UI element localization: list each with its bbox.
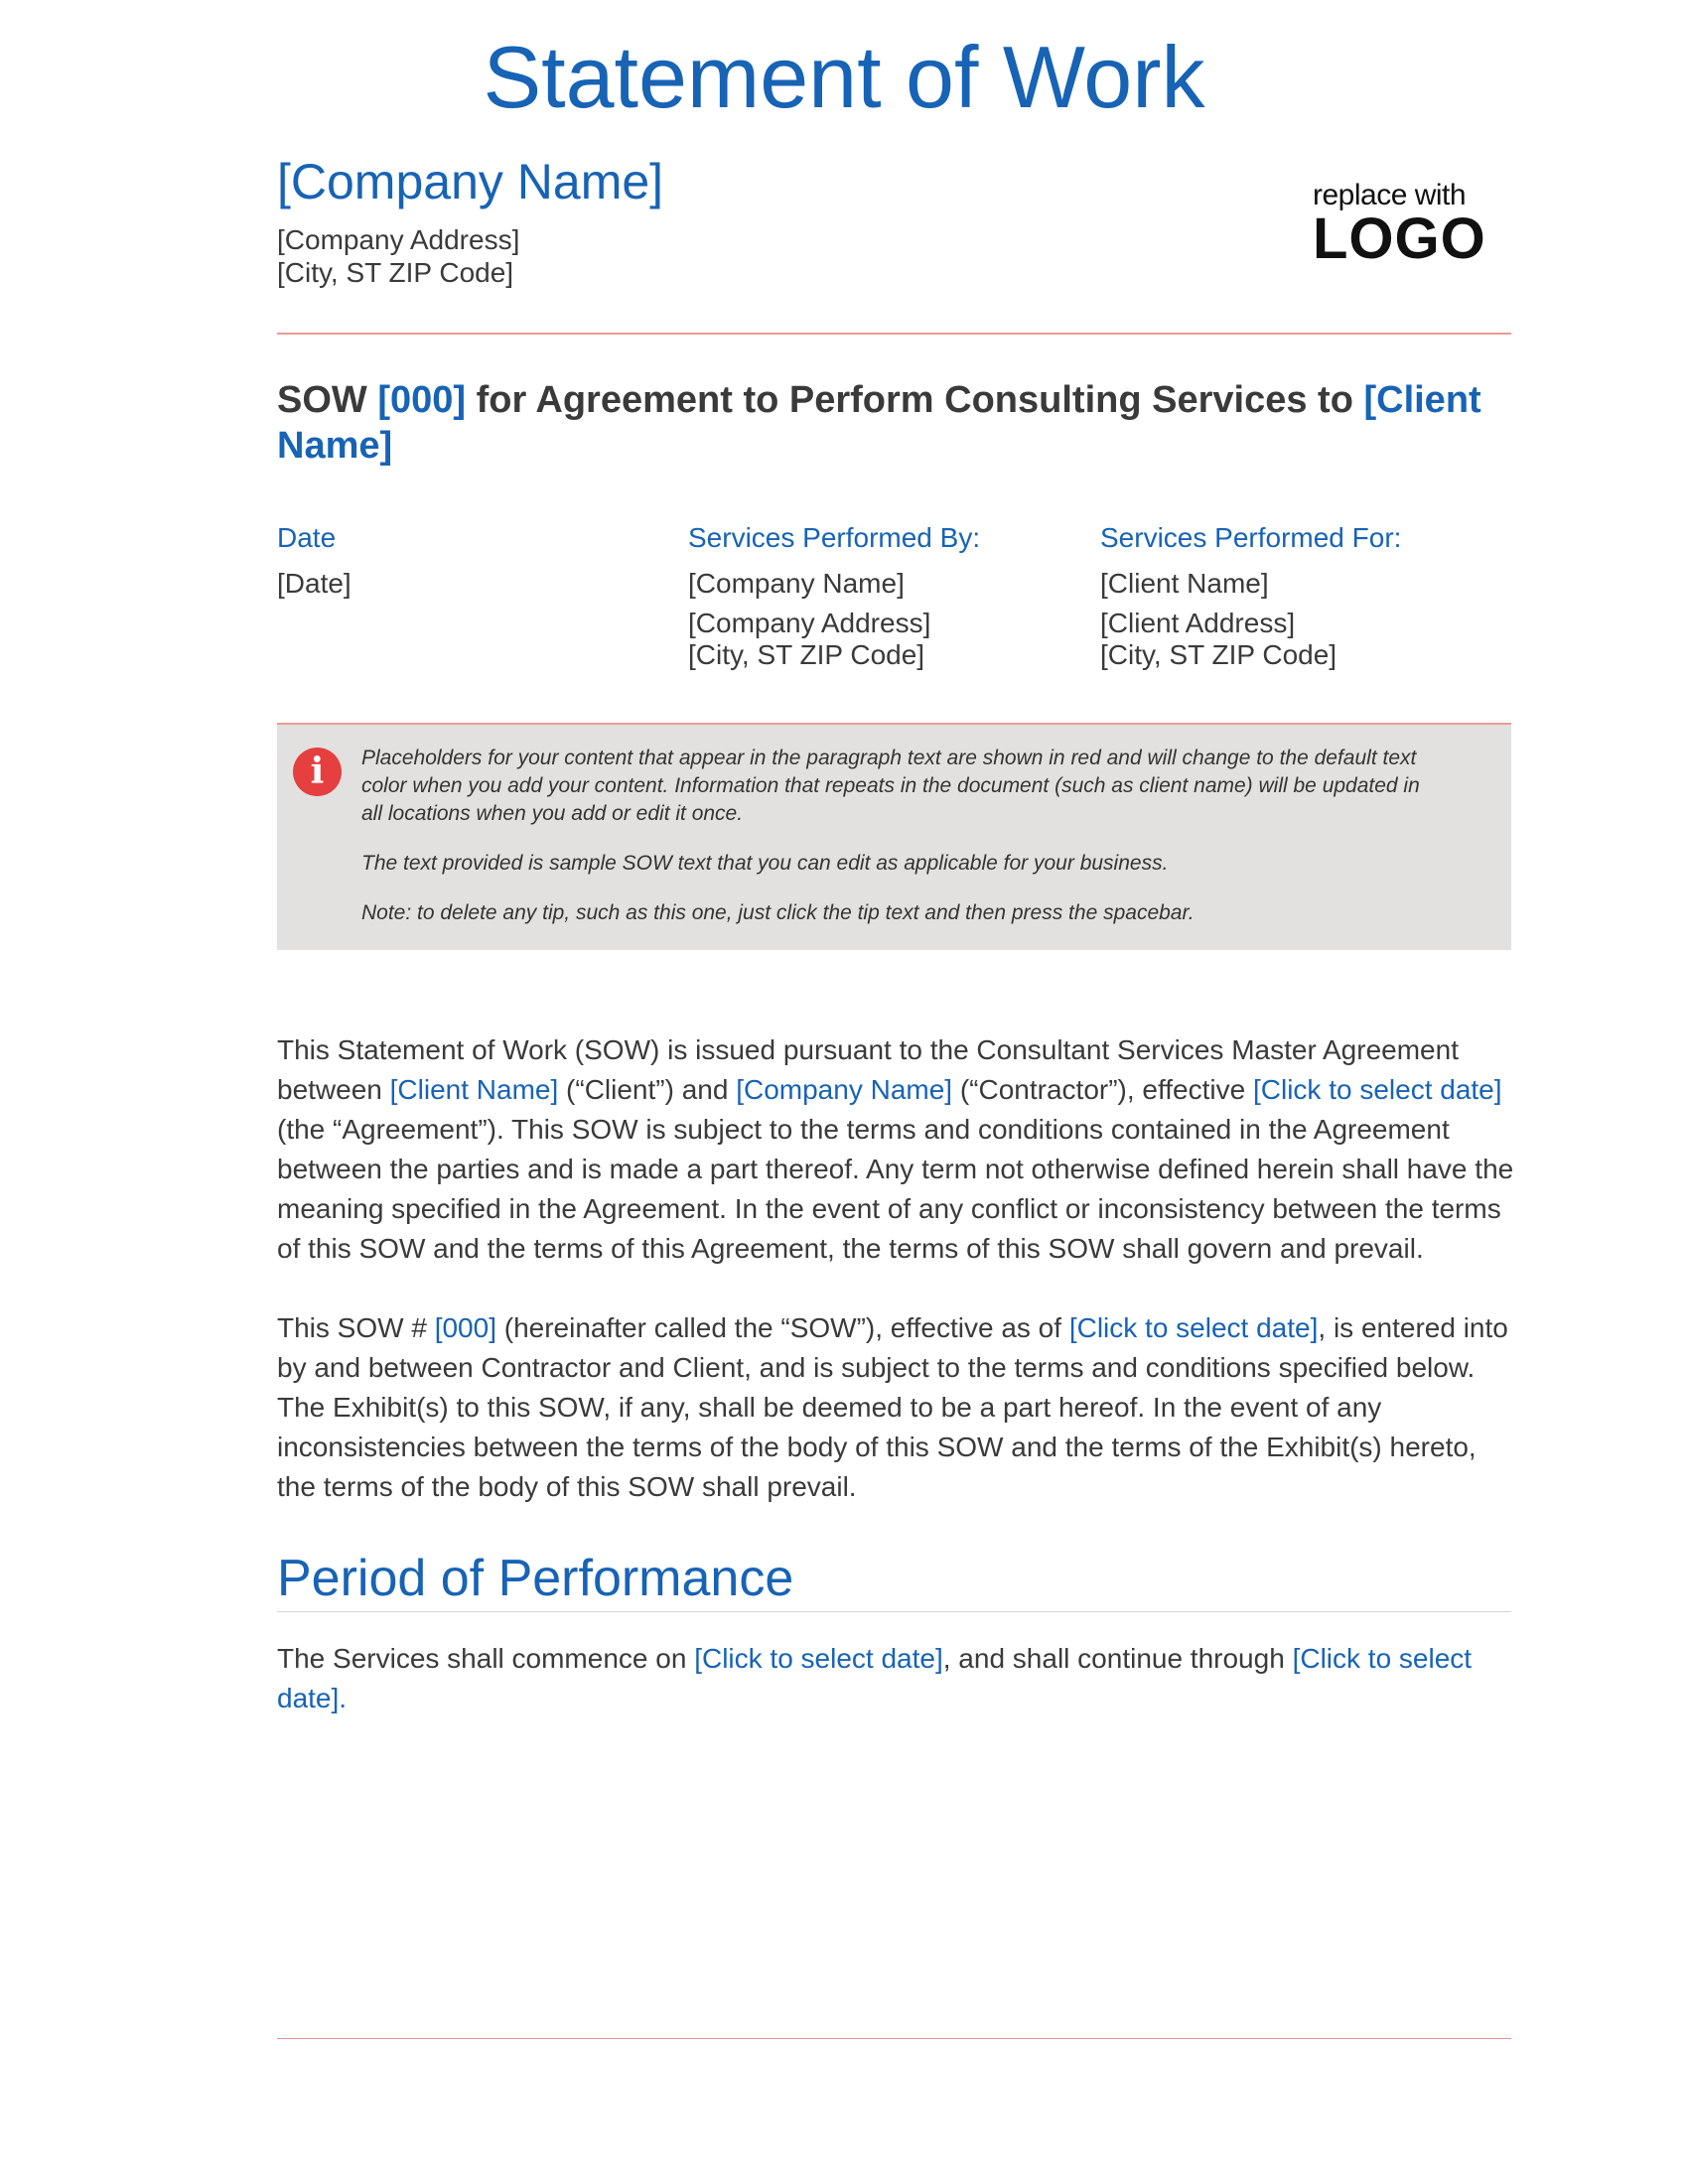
logo-text: LOGO bbox=[1313, 206, 1486, 271]
paragraph-text: This SOW # bbox=[277, 1312, 435, 1343]
performed-by-column bbox=[688, 521, 1085, 671]
paragraph-text: (hereinafter called the “SOW”), effective as of bbox=[495, 1312, 1069, 1343]
logo-caption: replace with bbox=[1313, 179, 1467, 211]
tip-paragraph: Note: to delete any tip, such as this one, just click the tip text and then press the spacebar. bbox=[361, 901, 1195, 924]
sow-heading-middle: for Agreement to Perform Consulting Services to bbox=[466, 379, 1364, 421]
paragraph-text: (“Client”) and bbox=[558, 1074, 737, 1105]
document-title: Statement of Work bbox=[483, 28, 1205, 126]
sow-paragraph bbox=[277, 1308, 1518, 1507]
performed-for-column bbox=[1100, 521, 1497, 671]
paragraph-text: (the “Agreement”). This SOW is subject to the terms and conditions contained in the Agreement between the parties and is made a part thereof. Any term not otherwise defined herein shall have the meaning specified in the Agreement. In the event of any conflict or inconsistency between the terms of this SOW and the terms of this Agreement, the terms of this SOW shall govern and prevail. bbox=[277, 1114, 1514, 1264]
sow-heading-prefix: SOW bbox=[277, 379, 378, 421]
performed-by-heading: Services Performed By: bbox=[688, 522, 981, 553]
paragraph-text: This Statement of Work (SOW) is issued pursuant to the Consultant Services Master Agreement between bbox=[277, 1034, 1459, 1105]
footer-divider bbox=[277, 2038, 1511, 2039]
company-name[interactable]: [Company Name] bbox=[277, 154, 664, 209]
company-address[interactable]: [Company Address] bbox=[277, 223, 520, 255]
info-icon: i bbox=[293, 748, 342, 796]
tip-text[interactable] bbox=[361, 745, 1444, 927]
date-field[interactable]: [Date] bbox=[277, 568, 352, 599]
performed-for-city-line[interactable]: [City, ST ZIP Code] bbox=[1100, 639, 1337, 670]
header-divider bbox=[277, 333, 1511, 335]
date-picker-field[interactable]: [Click to select date] bbox=[1252, 1074, 1502, 1105]
date-column bbox=[277, 521, 674, 600]
performed-for-heading: Services Performed For: bbox=[1100, 522, 1402, 553]
paragraph-text: , and shall continue through bbox=[942, 1643, 1293, 1674]
tip-box[interactable] bbox=[277, 723, 1511, 950]
sow-number-field[interactable]: [000] bbox=[377, 379, 467, 421]
performed-by-address[interactable]: [Company Address] bbox=[688, 608, 931, 638]
performed-for-address[interactable]: [Client Address] bbox=[1100, 608, 1296, 638]
period-of-performance-heading: Period of Performance bbox=[277, 1550, 794, 1607]
paragraph-text: The Services shall commence on bbox=[277, 1643, 695, 1674]
section-divider bbox=[277, 1611, 1511, 1612]
end-date-picker[interactable]: [Click to select date] bbox=[277, 1643, 1473, 1713]
company-header bbox=[277, 154, 663, 289]
sow-number-field[interactable]: [000] bbox=[434, 1312, 496, 1343]
intro-paragraph bbox=[277, 1030, 1518, 1269]
performed-by-name[interactable]: [Company Name] bbox=[688, 568, 905, 599]
client-name-field[interactable]: [Client Name] bbox=[277, 379, 1481, 467]
paragraph-text: (“Contractor”), effective bbox=[952, 1074, 1253, 1105]
date-picker-field[interactable]: [Click to select date] bbox=[1068, 1312, 1319, 1343]
performed-for-name[interactable]: [Client Name] bbox=[1100, 568, 1269, 599]
performed-by-city-line[interactable]: [City, ST ZIP Code] bbox=[688, 639, 925, 670]
start-date-picker[interactable]: [Click to select date] bbox=[694, 1643, 943, 1674]
tip-paragraph: The text provided is sample SOW text that you can edit as applicable for your business. bbox=[361, 852, 1169, 875]
client-name-field[interactable]: [Client Name] bbox=[389, 1074, 559, 1105]
paragraph-text: . bbox=[339, 1683, 348, 1713]
period-paragraph bbox=[277, 1639, 1518, 1718]
tip-paragraph: Placeholders for your content that appear in the paragraph text are shown in red and will change to the default text color when you add your content. Information that repeats in the document (such as client name) will be updated in all locations when you add or edit it once. bbox=[361, 747, 1420, 825]
company-city-line[interactable]: [City, ST ZIP Code] bbox=[277, 256, 514, 288]
sow-heading bbox=[277, 377, 1518, 469]
date-heading: Date bbox=[277, 522, 337, 553]
logo-placeholder[interactable] bbox=[1313, 179, 1486, 271]
paragraph-text: , is entered into by and between Contractor and Client, and is subject to the terms and conditions specified below. The Exhibit(s) to this SOW, if any, shall be deemed to be a part hereof. In the event of any inconsistencies between the terms of the body of this SOW and the terms of the Exhibit(s) hereto, the terms of the body of this SOW shall prevail. bbox=[277, 1312, 1508, 1502]
company-name-field[interactable]: [Company Name] bbox=[736, 1074, 953, 1105]
